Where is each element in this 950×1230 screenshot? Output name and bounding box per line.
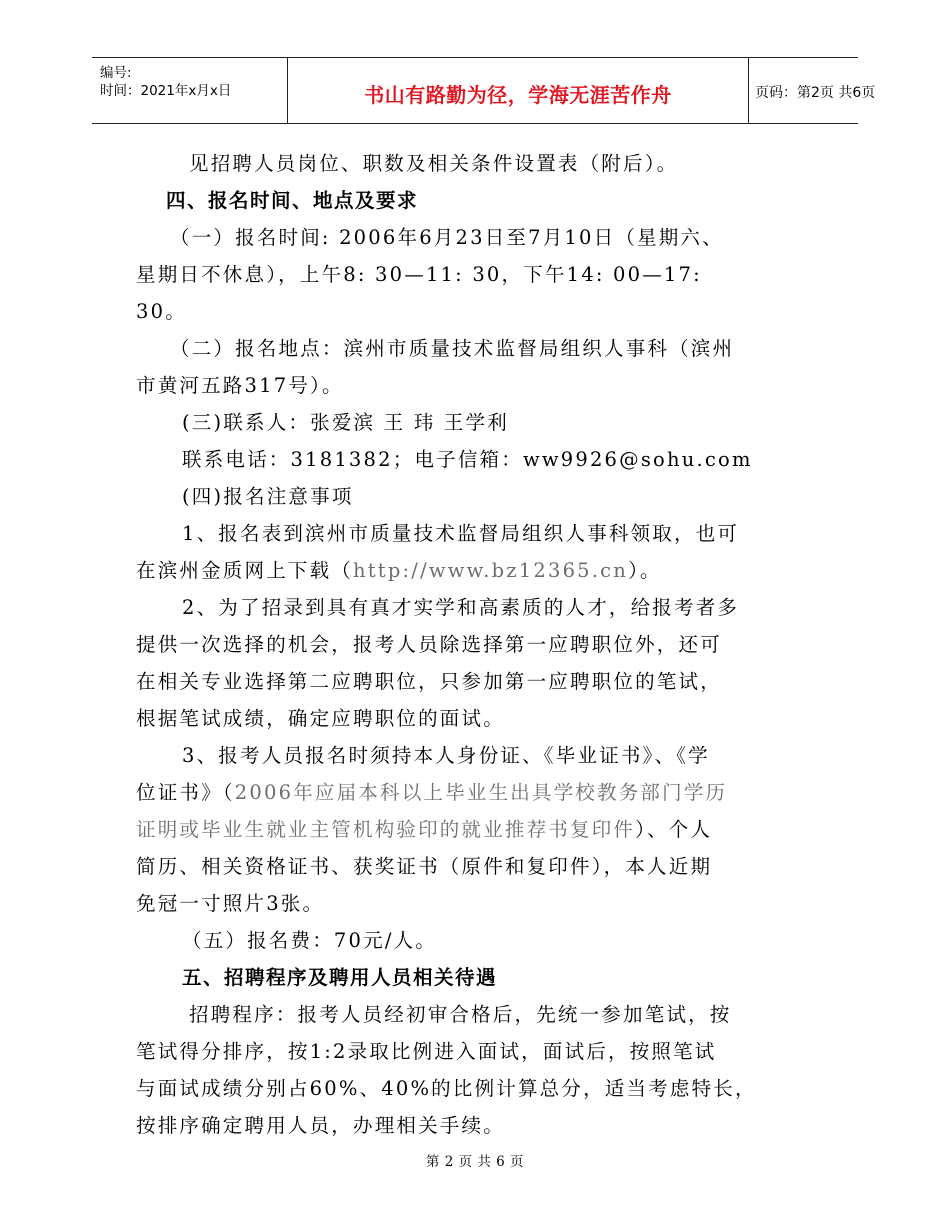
body-line: 根据笔试成绩，确定应聘职位的面试。 <box>136 707 505 730</box>
header-page-cell <box>747 58 876 123</box>
body-line: 见招聘人员岗位、职数及相关条件设置表（附后）。 <box>189 152 679 175</box>
body-line: 3、报考人员报名时须持本人身份证、《毕业证书》、《学 <box>182 744 710 767</box>
body-line: 在相关专业选择第二应聘职位，只参加第一应聘职位的笔试， <box>136 670 722 693</box>
section-heading-procedure: 五、招聘程序及聘用人员相关待遇 <box>182 966 498 989</box>
body-line: 1、报名表到滨州市质量技术监督局组织人事科领取，也可 <box>182 522 740 545</box>
header-page-info: 页码：第2页 共6页 <box>755 85 876 101</box>
body-line: 提供一次选择的机会，报考人员除选择第一应聘职位外，还可 <box>136 633 722 656</box>
contact-info-line: 联系电话：3181382；电子信箱：ww9926@sohu.com <box>182 448 753 471</box>
body-line: 市黄河五路317号）。 <box>136 374 344 397</box>
body-line: 招聘程序：报考人员经初审合格后，先统一参加笔试，按 <box>189 1003 732 1026</box>
website-url: http://www.bz12365.cn <box>353 559 629 582</box>
body-line: 笔试得分排序，按1:2录取比例进入面试，面试后，按照笔试 <box>136 1040 717 1063</box>
header-meta-cell <box>92 58 287 123</box>
header-motto: 书山有路勤为径，学海无涯苦作舟 <box>364 83 672 107</box>
contact-persons-line: (三)联系人：张爱滨 王 玮 王学利 <box>182 411 509 434</box>
page-header <box>92 57 876 124</box>
body-line: （一）报名时间: 2006年6月23日至7月10日（星期六、 <box>170 226 724 249</box>
body-line: 按排序确定聘用人员，办理相关手续。 <box>136 1114 505 1137</box>
document-time-label: 时间：2021年x月x日 <box>100 83 232 99</box>
body-line: 免冠一寸照片3张。 <box>136 892 325 915</box>
registration-fee-line: （五）报名费：70元/人。 <box>182 929 437 952</box>
body-line: 证明或毕业生就业主管机构验印的就业推荐书复印件）、个人 <box>136 818 713 841</box>
body-line: 位证书》（2006年应届本科以上毕业生出具学校教务部门学历 <box>136 781 728 804</box>
body-line: 2、为了招录到具有真才实学和高素质的人才，给报考者多 <box>182 596 740 619</box>
body-line: 星期日不休息），上午8: 30—11: 30，下午14: 00—17: <box>136 263 702 286</box>
body-line: 与面试成绩分别占60%、40%的比例计算总分，适当考虑特长， <box>136 1077 757 1100</box>
body-line: (四)报名注意事项 <box>182 485 354 508</box>
body-line: 在滨州金质网上下载（http://www.bz12365.cn）。 <box>136 559 662 582</box>
page-footer: 第 2 页 共 6 页 <box>425 1154 525 1170</box>
body-line: （二）报名地点：滨州市质量技术监督局组织人事科（滨州 <box>170 337 735 360</box>
body-line: 30。 <box>136 300 187 323</box>
section-heading-registration: 四、报名时间、地点及要求 <box>166 189 419 212</box>
header-motto-cell <box>287 58 749 123</box>
document-number-label: 编号: <box>100 65 132 81</box>
body-line: 简历、相关资格证书、获奖证书（原件和复印件），本人近期 <box>136 855 713 878</box>
